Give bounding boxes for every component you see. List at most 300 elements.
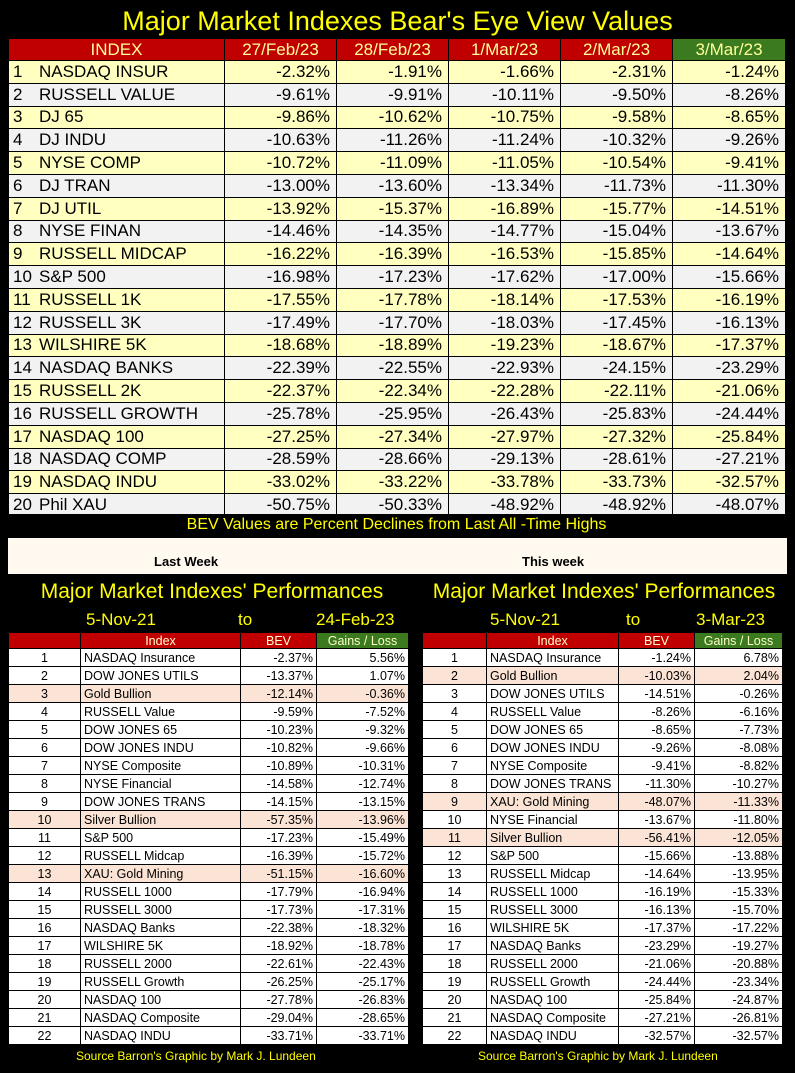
last-week-gains-cell: -33.71%: [317, 1027, 409, 1045]
last-week-index-cell: RUSSELL 1000: [81, 883, 241, 901]
bev-rank: 3: [13, 107, 23, 127]
bev-value-cell: -16.19%: [673, 288, 786, 311]
bev-rank: 8: [13, 221, 23, 241]
this-week-gains-cell: -11.33%: [695, 793, 783, 811]
this-week-rank-cell: 3: [423, 685, 487, 703]
last-week-table-row: [9, 811, 409, 829]
bev-rank: 7: [13, 198, 23, 218]
last-week-gains-cell: -0.36%: [317, 685, 409, 703]
bev-table-row: [9, 471, 786, 494]
bev-value-cell: -8.65%: [673, 106, 786, 129]
bev-index-cell: [9, 425, 225, 448]
last-week-date-range: [8, 610, 416, 630]
last-week-rank-cell: 5: [9, 721, 81, 739]
last-week-index-cell: NASDAQ INDU: [81, 1027, 241, 1045]
bev-value-cell: -9.61%: [225, 83, 337, 106]
bev-value-cell: -16.53%: [449, 243, 561, 266]
last-week-bev-cell: -9.59%: [241, 703, 317, 721]
this-week-gains-cell: -19.27%: [695, 937, 783, 955]
bev-value-cell: -28.61%: [561, 448, 673, 471]
last-week-gains-cell: -16.94%: [317, 883, 409, 901]
bev-rank: 10: [13, 267, 32, 287]
this-week-table-row: [423, 703, 783, 721]
bev-value-cell: -17.00%: [561, 266, 673, 289]
bev-value-cell: -11.26%: [337, 129, 449, 152]
this-week-gains-cell: -13.95%: [695, 865, 783, 883]
this-week-bev-cell: -56.41%: [619, 829, 695, 847]
last-week-header-rank: [9, 633, 81, 649]
this-week-table-row: [423, 991, 783, 1009]
this-week-table-row: [423, 937, 783, 955]
last-week-gains-cell: -26.83%: [317, 991, 409, 1009]
last-week-gains-cell: -17.31%: [317, 901, 409, 919]
this-week-header-index: Index: [487, 633, 619, 649]
last-week-header-row: [9, 633, 409, 649]
last-week-rank-cell: 21: [9, 1009, 81, 1027]
bev-value-cell: -25.95%: [337, 402, 449, 425]
this-week-index-cell: NASDAQ Insurance: [487, 649, 619, 667]
last-week-bev-cell: -17.79%: [241, 883, 317, 901]
bev-value-cell: -18.67%: [561, 334, 673, 357]
bev-index-cell: [9, 129, 225, 152]
last-week-bev-cell: -16.39%: [241, 847, 317, 865]
bev-table-row: [9, 61, 786, 84]
last-week-table-row: [9, 829, 409, 847]
last-week-gains-cell: 5.56%: [317, 649, 409, 667]
bev-value-cell: -8.26%: [673, 83, 786, 106]
this-week-rank-cell: 19: [423, 973, 487, 991]
this-week-index-cell: Gold Bullion: [487, 667, 619, 685]
this-week-rank-cell: 17: [423, 937, 487, 955]
bev-index-name: RUSSELL 1K: [39, 289, 142, 309]
bev-value-cell: -27.97%: [449, 425, 561, 448]
last-week-table-body: [9, 649, 409, 1045]
bev-table-row: [9, 152, 786, 175]
last-week-bev-cell: -2.37%: [241, 649, 317, 667]
bev-table-row: [9, 220, 786, 243]
bev-value-cell: -10.63%: [225, 129, 337, 152]
bev-value-cell: -17.53%: [561, 288, 673, 311]
bev-value-cell: -10.75%: [449, 106, 561, 129]
this-week-rank-cell: 9: [423, 793, 487, 811]
last-week-rank-cell: 11: [9, 829, 81, 847]
bev-table-row: [9, 197, 786, 220]
bev-table-row: [9, 129, 786, 152]
last-week-to-date: 24-Feb-23: [316, 610, 395, 629]
bev-value-cell: -2.31%: [561, 61, 673, 84]
bev-header-index: INDEX: [9, 39, 225, 61]
this-week-date-range: [420, 610, 788, 630]
last-week-rank-cell: 1: [9, 649, 81, 667]
this-week-gains-cell: -11.80%: [695, 811, 783, 829]
last-week-gains-cell: -28.65%: [317, 1009, 409, 1027]
bev-header-date: 27/Feb/23: [225, 39, 337, 61]
this-week-table: [422, 632, 783, 1045]
bev-value-cell: -27.34%: [337, 425, 449, 448]
bev-index-cell: [9, 243, 225, 266]
this-week-bev-cell: -27.21%: [619, 1009, 695, 1027]
this-week-bev-cell: -1.24%: [619, 649, 695, 667]
bev-value-cell: -26.43%: [449, 402, 561, 425]
this-week-rank-cell: 2: [423, 667, 487, 685]
last-week-rank-cell: 22: [9, 1027, 81, 1045]
this-week-rank-cell: 16: [423, 919, 487, 937]
last-week-gains-cell: -9.32%: [317, 721, 409, 739]
last-week-to-word: to: [238, 610, 253, 629]
bev-index-cell: [9, 174, 225, 197]
last-week-rank-cell: 16: [9, 919, 81, 937]
last-week-table-row: [9, 757, 409, 775]
bev-index-name: NASDAQ 100: [39, 426, 144, 446]
last-week-index-cell: NASDAQ Banks: [81, 919, 241, 937]
last-week-bev-cell: -14.58%: [241, 775, 317, 793]
bev-value-cell: -14.64%: [673, 243, 786, 266]
this-week-to-date: 3-Mar-23: [696, 610, 765, 629]
bev-value-cell: -17.78%: [337, 288, 449, 311]
this-week-gains-cell: -17.22%: [695, 919, 783, 937]
bev-index-name: S&P 500: [39, 267, 106, 287]
bev-table-row: [9, 380, 786, 403]
bev-value-cell: -17.45%: [561, 311, 673, 334]
this-week-index-cell: RUSSELL Midcap: [487, 865, 619, 883]
bev-table-row: [9, 174, 786, 197]
this-week-table-row: [423, 865, 783, 883]
last-week-table-row: [9, 919, 409, 937]
this-week-bev-cell: -24.44%: [619, 973, 695, 991]
bev-table-row: [9, 357, 786, 380]
bev-index-name: WILSHIRE 5K: [39, 335, 147, 355]
last-week-table-row: [9, 883, 409, 901]
bev-value-cell: -15.85%: [561, 243, 673, 266]
bev-value-cell: -33.02%: [225, 471, 337, 494]
bev-value-cell: -10.32%: [561, 129, 673, 152]
this-week-header-rank: [423, 633, 487, 649]
this-week-header-bev: BEV: [619, 633, 695, 649]
last-week-gains-cell: -13.15%: [317, 793, 409, 811]
bev-rank: 12: [13, 312, 32, 332]
bev-value-cell: -33.78%: [449, 471, 561, 494]
bev-index-name: RUSSELL MIDCAP: [39, 244, 187, 264]
this-week-bev-cell: -10.03%: [619, 667, 695, 685]
last-week-gains-cell: -15.72%: [317, 847, 409, 865]
this-week-index-cell: XAU: Gold Mining: [487, 793, 619, 811]
bev-index-cell: [9, 197, 225, 220]
bev-header-date: 1/Mar/23: [449, 39, 561, 61]
this-week-header-row: [423, 633, 783, 649]
last-week-gains-cell: -18.78%: [317, 937, 409, 955]
last-week-rank-cell: 8: [9, 775, 81, 793]
this-week-bev-cell: -15.66%: [619, 847, 695, 865]
this-week-index-cell: NYSE Composite: [487, 757, 619, 775]
bev-index-name: NYSE FINAN: [39, 221, 142, 241]
last-week-gains-cell: -15.49%: [317, 829, 409, 847]
bev-value-cell: -9.50%: [561, 83, 673, 106]
bev-value-cell: -14.77%: [449, 220, 561, 243]
last-week-index-cell: RUSSELL 2000: [81, 955, 241, 973]
this-week-gains-cell: -13.88%: [695, 847, 783, 865]
bev-value-cell: -28.59%: [225, 448, 337, 471]
this-week-index-cell: DOW JONES TRANS: [487, 775, 619, 793]
bev-value-cell: -16.39%: [337, 243, 449, 266]
bev-index-cell: [9, 448, 225, 471]
bev-table-row: [9, 288, 786, 311]
bev-index-name: DJ UTIL: [39, 198, 102, 218]
bev-value-cell: -22.11%: [561, 380, 673, 403]
this-week-table-row: [423, 901, 783, 919]
last-week-index-cell: NASDAQ Composite: [81, 1009, 241, 1027]
bev-value-cell: -15.37%: [337, 197, 449, 220]
last-week-index-cell: WILSHIRE 5K: [81, 937, 241, 955]
this-week-bev-cell: -9.26%: [619, 739, 695, 757]
bev-value-cell: -33.22%: [337, 471, 449, 494]
week-label-strip: [8, 538, 787, 574]
bev-value-cell: -1.24%: [673, 61, 786, 84]
bev-value-cell: -14.51%: [673, 197, 786, 220]
this-week-table-row: [423, 1009, 783, 1027]
bev-rank: 4: [13, 130, 23, 150]
last-week-bev-cell: -14.15%: [241, 793, 317, 811]
bev-value-cell: -11.24%: [449, 129, 561, 152]
last-week-rank-cell: 20: [9, 991, 81, 1009]
bev-rank: 11: [13, 289, 31, 309]
this-week-bev-cell: -14.64%: [619, 865, 695, 883]
this-week-gains-cell: -24.87%: [695, 991, 783, 1009]
this-week-gains-cell: -32.57%: [695, 1027, 783, 1045]
bev-value-cell: -48.92%: [561, 494, 673, 517]
last-week-gains-cell: -18.32%: [317, 919, 409, 937]
this-week-table-body: [423, 649, 783, 1045]
last-week-rank-cell: 14: [9, 883, 81, 901]
this-week-header-gains: Gains / Loss: [695, 633, 783, 649]
bev-value-cell: -10.72%: [225, 152, 337, 175]
this-week-gains-cell: -6.16%: [695, 703, 783, 721]
last-week-from-date: 5-Nov-21: [86, 610, 156, 629]
last-week-bev-cell: -17.73%: [241, 901, 317, 919]
bev-value-cell: -13.00%: [225, 174, 337, 197]
bev-index-name: DJ 65: [39, 107, 84, 127]
bev-value-cell: -27.25%: [225, 425, 337, 448]
last-week-index-cell: NASDAQ 100: [81, 991, 241, 1009]
bev-rank: 1: [13, 61, 23, 81]
last-week-rank-cell: 15: [9, 901, 81, 919]
this-week-index-cell: RUSSELL Growth: [487, 973, 619, 991]
bev-index-cell: [9, 402, 225, 425]
bev-index-name: DJ INDU: [39, 130, 107, 150]
bev-value-cell: -24.44%: [673, 402, 786, 425]
this-week-rank-cell: 21: [423, 1009, 487, 1027]
bev-index-name: NASDAQ INDU: [39, 472, 158, 492]
bev-table-row: [9, 311, 786, 334]
bev-rank: 15: [13, 381, 32, 401]
this-week-rank-cell: 8: [423, 775, 487, 793]
this-week-table-row: [423, 973, 783, 991]
this-week-rank-cell: 22: [423, 1027, 487, 1045]
bev-value-cell: -24.15%: [561, 357, 673, 380]
bev-index-name: RUSSELL 3K: [39, 312, 142, 332]
this-week-index-cell: NASDAQ Banks: [487, 937, 619, 955]
bev-index-cell: [9, 61, 225, 84]
bev-index-name: NASDAQ BANKS: [39, 358, 174, 378]
last-week-gains-cell: -12.74%: [317, 775, 409, 793]
last-week-header-gains: Gains / Loss: [317, 633, 409, 649]
this-week-index-cell: Silver Bullion: [487, 829, 619, 847]
bev-index-cell: [9, 220, 225, 243]
this-week-gains-cell: -12.05%: [695, 829, 783, 847]
this-week-rank-cell: 12: [423, 847, 487, 865]
bev-index-name: NASDAQ COMP: [39, 449, 167, 469]
last-week-table-row: [9, 973, 409, 991]
this-week-gains-cell: -8.08%: [695, 739, 783, 757]
this-week-table-row: [423, 1027, 783, 1045]
last-week-index-cell: DOW JONES TRANS: [81, 793, 241, 811]
bev-value-cell: -19.23%: [449, 334, 561, 357]
last-week-table-row: [9, 739, 409, 757]
this-week-table-row: [423, 739, 783, 757]
bev-index-cell: [9, 334, 225, 357]
bev-value-cell: -22.55%: [337, 357, 449, 380]
last-week-table: [8, 632, 409, 1045]
this-week-rank-cell: 5: [423, 721, 487, 739]
last-week-table-row: [9, 937, 409, 955]
this-week-rank-cell: 11: [423, 829, 487, 847]
bev-value-cell: -16.98%: [225, 266, 337, 289]
last-week-index-cell: RUSSELL Midcap: [81, 847, 241, 865]
last-week-rank-cell: 10: [9, 811, 81, 829]
bev-value-cell: -17.23%: [337, 266, 449, 289]
last-week-table-row: [9, 721, 409, 739]
bev-value-cell: -33.73%: [561, 471, 673, 494]
this-week-rank-cell: 18: [423, 955, 487, 973]
bev-value-cell: -27.32%: [561, 425, 673, 448]
this-week-label: This week: [522, 554, 585, 569]
last-week-gains-cell: -13.96%: [317, 811, 409, 829]
bev-rank: 19: [13, 472, 32, 492]
this-week-gains-cell: 6.78%: [695, 649, 783, 667]
bev-index-cell: [9, 266, 225, 289]
last-week-header-bev: BEV: [241, 633, 317, 649]
this-week-gains-cell: -15.70%: [695, 901, 783, 919]
last-week-bev-cell: -10.82%: [241, 739, 317, 757]
last-week-table-row: [9, 865, 409, 883]
this-week-bev-cell: -21.06%: [619, 955, 695, 973]
last-week-bev-cell: -57.35%: [241, 811, 317, 829]
bev-index-cell: [9, 106, 225, 129]
bev-index-cell: [9, 83, 225, 106]
this-week-rank-cell: 10: [423, 811, 487, 829]
last-week-bev-cell: -33.71%: [241, 1027, 317, 1045]
this-week-index-cell: DOW JONES UTILS: [487, 685, 619, 703]
this-week-index-cell: DOW JONES 65: [487, 721, 619, 739]
last-week-bev-cell: -10.89%: [241, 757, 317, 775]
this-week-gains-cell: -23.34%: [695, 973, 783, 991]
last-week-table-row: [9, 955, 409, 973]
last-week-bev-cell: -18.92%: [241, 937, 317, 955]
last-week-rank-cell: 3: [9, 685, 81, 703]
bev-value-cell: -17.70%: [337, 311, 449, 334]
bev-rank: 14: [13, 358, 32, 378]
bev-value-cell: -23.29%: [673, 357, 786, 380]
this-week-gains-cell: -20.88%: [695, 955, 783, 973]
bev-value-cell: -13.67%: [673, 220, 786, 243]
this-week-table-row: [423, 955, 783, 973]
last-week-bev-cell: -10.23%: [241, 721, 317, 739]
last-week-bev-cell: -17.23%: [241, 829, 317, 847]
this-week-bev-cell: -23.29%: [619, 937, 695, 955]
last-week-bev-cell: -13.37%: [241, 667, 317, 685]
bev-value-cell: -11.73%: [561, 174, 673, 197]
bev-value-cell: -17.55%: [225, 288, 337, 311]
bev-index-cell: [9, 471, 225, 494]
last-week-index-cell: Silver Bullion: [81, 811, 241, 829]
this-week-index-cell: NASDAQ 100: [487, 991, 619, 1009]
bev-value-cell: -2.32%: [225, 61, 337, 84]
last-week-rank-cell: 7: [9, 757, 81, 775]
bev-value-cell: -9.58%: [561, 106, 673, 129]
this-week-bev-cell: -25.84%: [619, 991, 695, 1009]
bev-value-cell: -18.03%: [449, 311, 561, 334]
this-week-table-row: [423, 667, 783, 685]
this-week-index-cell: RUSSELL 1000: [487, 883, 619, 901]
bev-index-cell: [9, 311, 225, 334]
bev-value-cell: -11.09%: [337, 152, 449, 175]
bev-value-cell: -10.62%: [337, 106, 449, 129]
this-week-table-row: [423, 649, 783, 667]
bev-value-cell: -14.35%: [337, 220, 449, 243]
bev-value-cell: -9.41%: [673, 152, 786, 175]
bev-value-cell: -27.21%: [673, 448, 786, 471]
this-week-table-row: [423, 757, 783, 775]
this-week-bev-cell: -48.07%: [619, 793, 695, 811]
last-week-index-cell: RUSSELL 3000: [81, 901, 241, 919]
bev-value-cell: -9.86%: [225, 106, 337, 129]
last-week-index-cell: NYSE Financial: [81, 775, 241, 793]
last-week-table-row: [9, 901, 409, 919]
bev-value-cell: -15.77%: [561, 197, 673, 220]
this-week-rank-cell: 13: [423, 865, 487, 883]
last-week-rank-cell: 6: [9, 739, 81, 757]
bev-value-cell: -22.39%: [225, 357, 337, 380]
bev-value-cell: -32.57%: [673, 471, 786, 494]
last-week-table-row: [9, 991, 409, 1009]
this-week-gains-cell: -10.27%: [695, 775, 783, 793]
this-week-title: Major Market Indexes' Performances: [432, 580, 776, 603]
bev-value-cell: -48.92%: [449, 494, 561, 517]
last-week-title: Major Market Indexes' Performances: [40, 580, 384, 603]
bev-rank: 9: [13, 244, 23, 264]
this-week-bev-cell: -32.57%: [619, 1027, 695, 1045]
bev-value-cell: -16.89%: [449, 197, 561, 220]
bev-rank: 5: [13, 153, 23, 173]
bev-value-cell: -25.84%: [673, 425, 786, 448]
bev-index-cell: [9, 357, 225, 380]
last-week-bev-cell: -27.78%: [241, 991, 317, 1009]
last-week-rank-cell: 9: [9, 793, 81, 811]
bev-index-name: RUSSELL GROWTH: [39, 403, 199, 423]
bev-table-row: [9, 334, 786, 357]
this-week-source: Source Barron's Graphic by Mark J. Lundeen: [478, 1049, 718, 1063]
bev-index-name: NASDAQ INSUR: [39, 61, 169, 81]
this-week-bev-cell: -14.51%: [619, 685, 695, 703]
this-week-to-word: to: [626, 610, 641, 629]
bev-value-cell: -14.46%: [225, 220, 337, 243]
this-week-gains-cell: -15.33%: [695, 883, 783, 901]
bev-table-row: [9, 243, 786, 266]
bev-table-row: [9, 266, 786, 289]
this-week-bev-cell: -8.65%: [619, 721, 695, 739]
last-week-label: Last Week: [154, 554, 219, 569]
last-week-index-cell: S&P 500: [81, 829, 241, 847]
this-week-index-cell: NASDAQ Composite: [487, 1009, 619, 1027]
